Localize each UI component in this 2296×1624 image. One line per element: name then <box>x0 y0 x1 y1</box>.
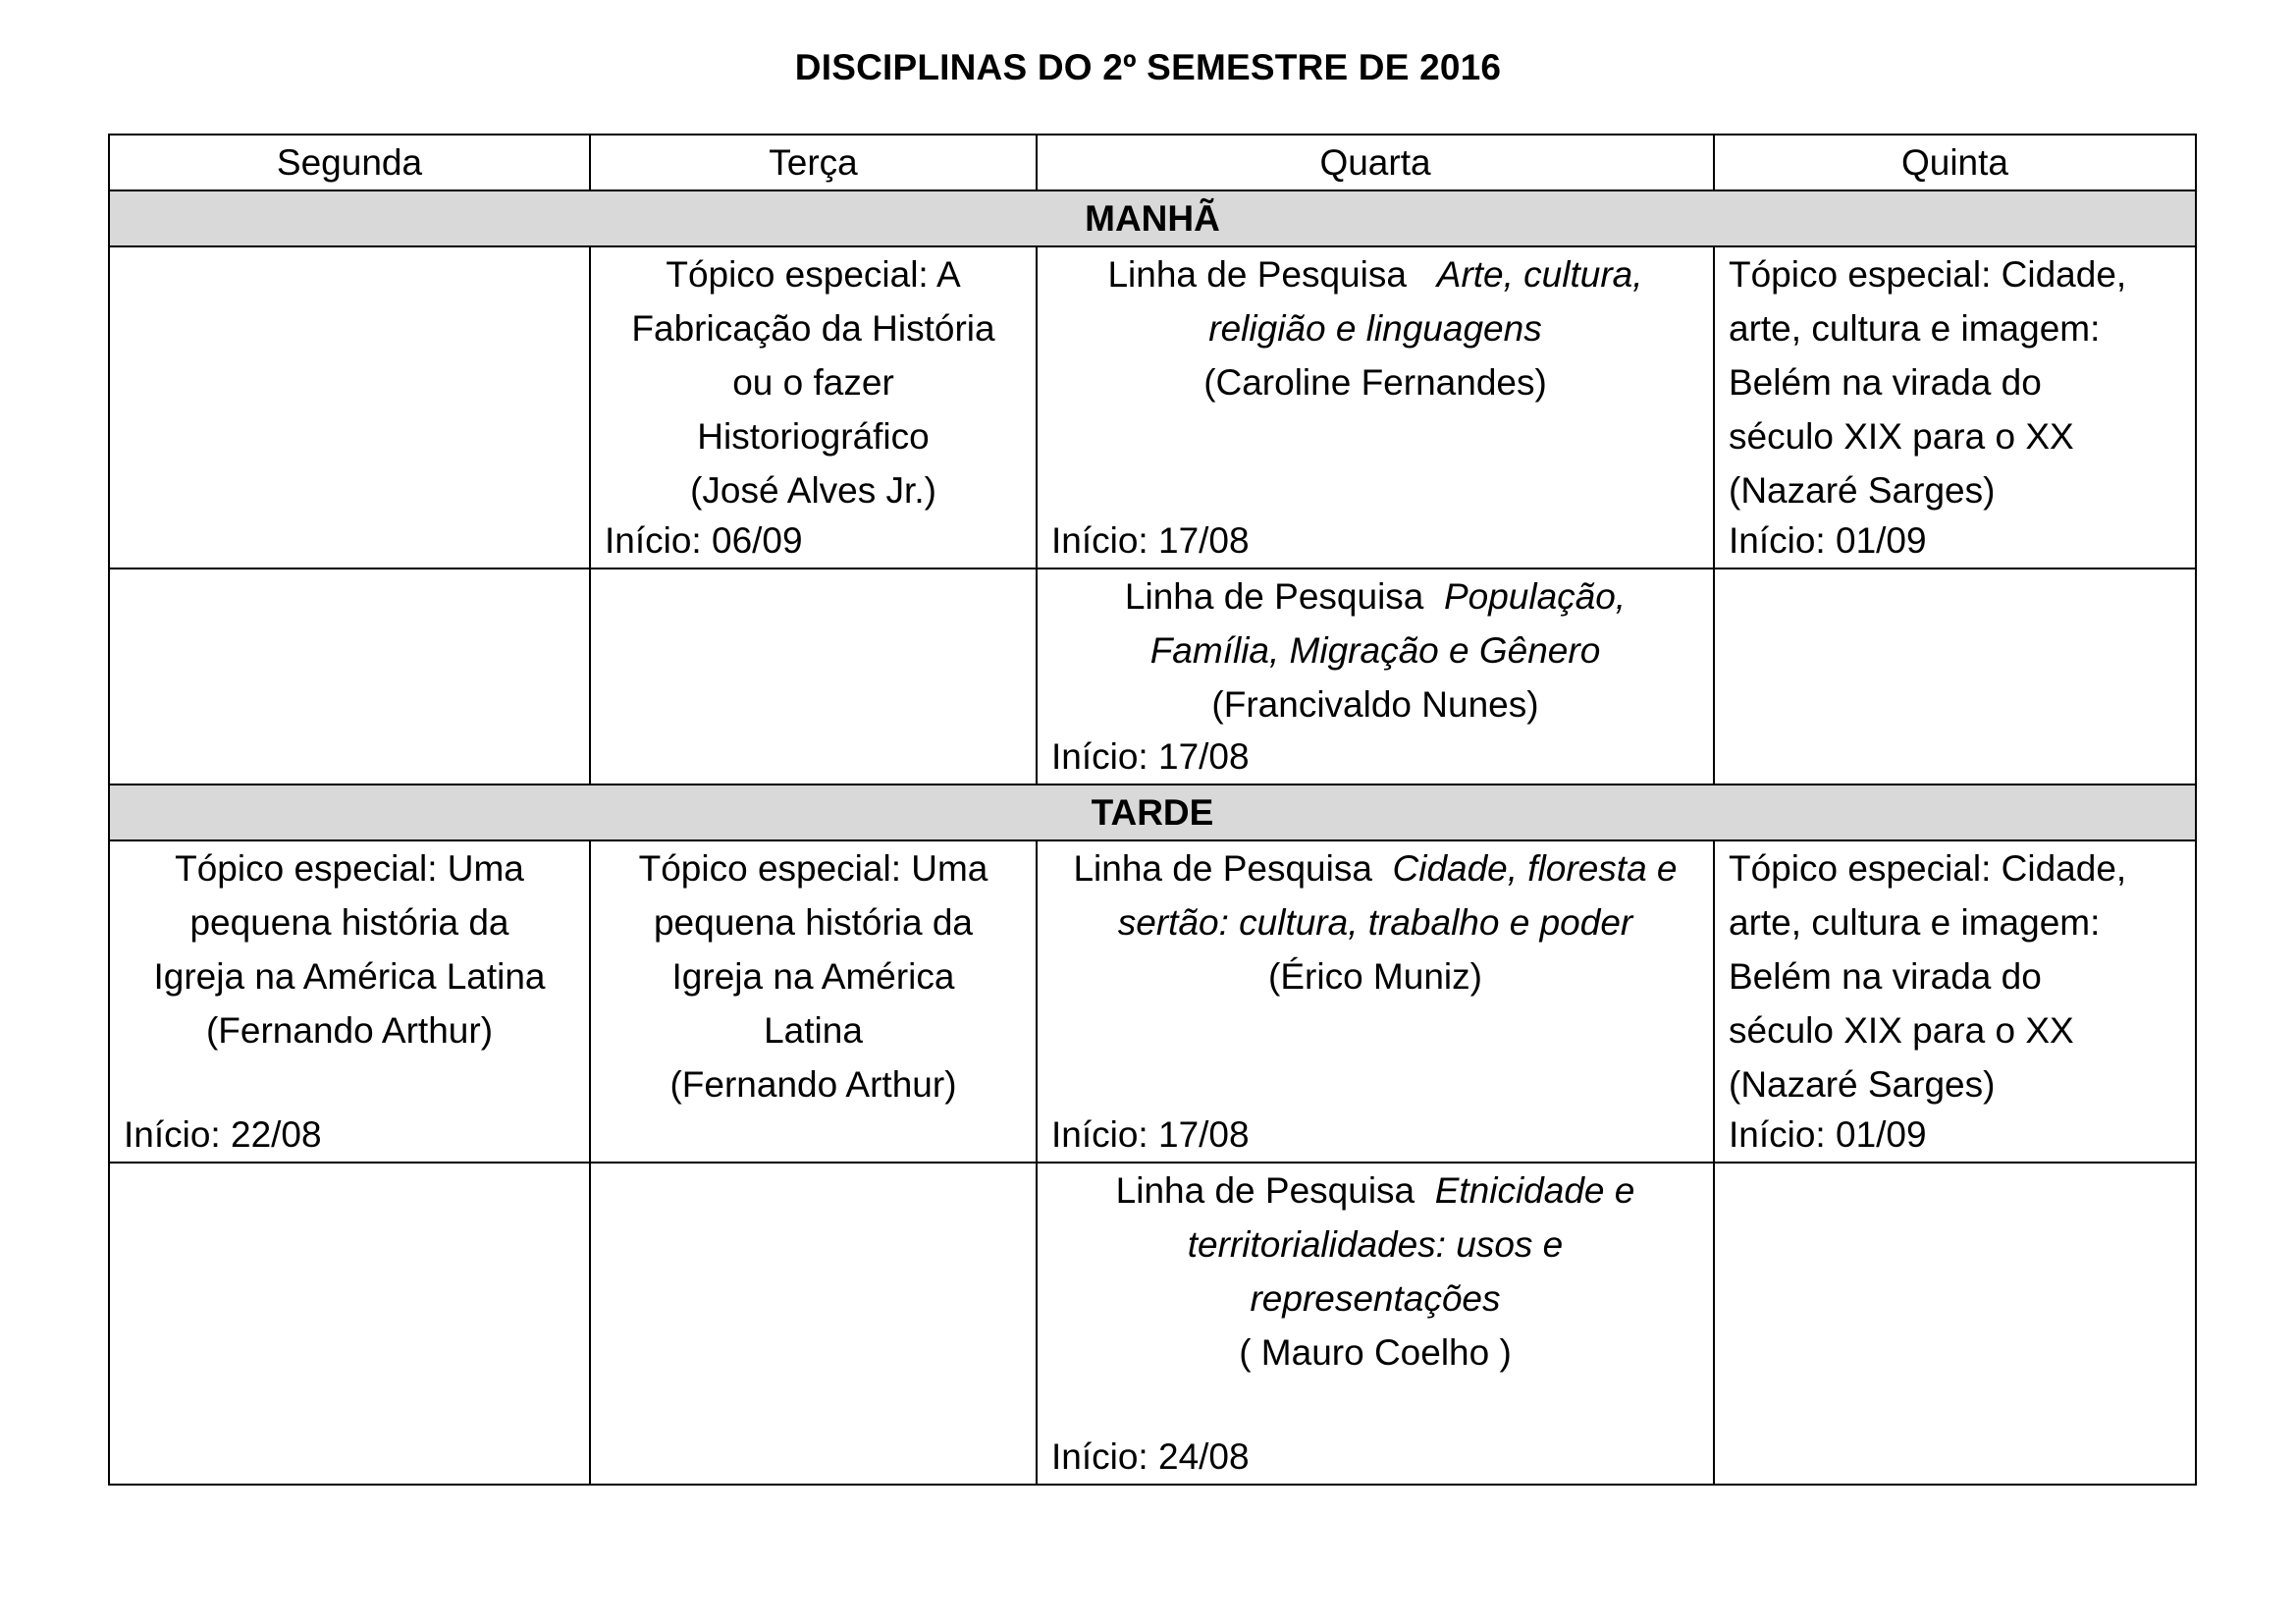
table-row <box>109 840 2196 1163</box>
professor-name: (Érico Muniz) <box>1268 956 1482 997</box>
course-line: Tópico especial: Cidade, <box>1729 254 2127 295</box>
course-title <box>1051 247 1699 409</box>
course-title <box>605 841 1022 1111</box>
course-title <box>605 247 1022 517</box>
cell-morning1-terca <box>590 246 1037 568</box>
course-prefix: Linha de Pesquisa <box>1124 576 1424 617</box>
cell-afternoon2-segunda <box>109 1163 590 1485</box>
course-line <box>1051 841 1699 895</box>
professor-name: ( Mauro Coelho ) <box>1239 1332 1512 1373</box>
course-line: arte, cultura e imagem: <box>1729 902 2101 943</box>
period-label-afternoon: TARDE <box>109 785 2196 840</box>
table-row <box>109 568 2196 785</box>
professor-name: (Fernando Arthur) <box>205 1010 494 1051</box>
cell-morning2-quinta <box>1714 568 2196 785</box>
research-line-name: religião e linguagens <box>1208 308 1542 349</box>
table-row <box>109 1163 2196 1485</box>
cell-afternoon2-quinta <box>1714 1163 2196 1485</box>
course-line <box>1051 1164 1699 1218</box>
research-line-name: Arte, cultura, <box>1436 254 1643 295</box>
research-line-name: representações <box>1250 1278 1501 1319</box>
course-line <box>1051 247 1699 301</box>
start-date: Início: 01/09 <box>1729 520 1927 561</box>
cell-afternoon1-segunda <box>109 840 590 1163</box>
course-line: Belém na virada do <box>1729 956 2042 997</box>
cell-afternoon2-quarta <box>1037 1163 1714 1485</box>
day-header-quinta: Quinta <box>1714 135 2196 190</box>
course-title <box>1051 1164 1699 1380</box>
day-header-quarta: Quarta <box>1037 135 1714 190</box>
cell-morning1-quinta <box>1714 246 2196 568</box>
professor-name: (Fernando Arthur) <box>669 1064 957 1105</box>
table-row <box>109 246 2196 568</box>
professor-name: (José Alves Jr.) <box>690 470 936 511</box>
research-line-name: Etnicidade e <box>1434 1170 1635 1211</box>
professor-name: (Nazaré Sarges) <box>1729 470 1996 511</box>
start-date: Início: 22/08 <box>124 1114 322 1155</box>
start-date: Início: 17/08 <box>1051 1114 1250 1155</box>
course-line <box>1051 569 1699 623</box>
course-line: Belém na virada do <box>1729 362 2042 403</box>
header-row <box>109 135 2196 190</box>
cell-morning2-quarta <box>1037 568 1714 785</box>
course-line: pequena história da <box>189 902 509 943</box>
start-date: Início: 01/09 <box>1729 1114 1927 1155</box>
professor-name: (Caroline Fernandes) <box>1203 362 1547 403</box>
research-line-name: Cidade, floresta e <box>1392 848 1678 889</box>
period-label-morning: MANHÃ <box>109 190 2196 246</box>
course-line: pequena história da <box>653 902 974 943</box>
course-line: Igreja na América <box>671 956 955 997</box>
course-title <box>124 841 575 1057</box>
cell-morning1-quarta <box>1037 246 1714 568</box>
course-line: Tópico especial: Uma <box>638 848 988 889</box>
course-line: século XIX para o XX <box>1729 1010 2074 1051</box>
course-line: século XIX para o XX <box>1729 416 2074 457</box>
course-title <box>1051 569 1699 731</box>
course-line: Latina <box>764 1010 863 1051</box>
research-line-name: População, <box>1443 576 1627 617</box>
start-date: Início: 24/08 <box>1051 1436 1250 1477</box>
professor-name: (Nazaré Sarges) <box>1729 1064 1996 1105</box>
start-date: Início: 17/08 <box>1051 520 1250 561</box>
course-line: Tópico especial: Cidade, <box>1729 848 2127 889</box>
period-row-afternoon <box>109 785 2196 840</box>
course-prefix: Linha de Pesquisa <box>1115 1170 1415 1211</box>
period-row-morning <box>109 190 2196 246</box>
cell-morning2-segunda <box>109 568 590 785</box>
start-date: Início: 17/08 <box>1051 736 1250 777</box>
start-date: Início: 06/09 <box>605 520 803 561</box>
cell-morning1-segunda <box>109 246 590 568</box>
course-title <box>1051 841 1699 1003</box>
course-prefix: Linha de Pesquisa <box>1073 848 1372 889</box>
course-line: Historiográfico <box>697 416 930 457</box>
cell-afternoon1-quarta <box>1037 840 1714 1163</box>
schedule-table <box>108 134 2197 1486</box>
cell-afternoon2-terca <box>590 1163 1037 1485</box>
document-title: DISCIPLINAS DO 2º SEMESTRE DE 2016 <box>794 47 1502 87</box>
course-line: ou o fazer <box>732 362 894 403</box>
cell-afternoon1-terca <box>590 840 1037 1163</box>
research-line-name: territorialidades: usos e <box>1187 1224 1564 1265</box>
course-line: Igreja na América Latina <box>153 956 546 997</box>
research-line-name: sertão: cultura, trabalho e poder <box>1117 902 1633 943</box>
cell-afternoon1-quinta <box>1714 840 2196 1163</box>
course-line: Fabricação da História <box>631 308 995 349</box>
course-line: Tópico especial: Uma <box>175 848 524 889</box>
cell-morning2-terca <box>590 568 1037 785</box>
day-header-terca: Terça <box>590 135 1037 190</box>
professor-name: (Francivaldo Nunes) <box>1211 684 1539 725</box>
course-title <box>1729 841 2181 1111</box>
research-line-name: Família, Migração e Gênero <box>1149 630 1601 671</box>
course-title <box>1729 247 2181 517</box>
course-line: Tópico especial: A <box>666 254 961 295</box>
course-line: arte, cultura e imagem: <box>1729 308 2101 349</box>
course-prefix: Linha de Pesquisa <box>1107 254 1407 295</box>
day-header-segunda: Segunda <box>109 135 590 190</box>
